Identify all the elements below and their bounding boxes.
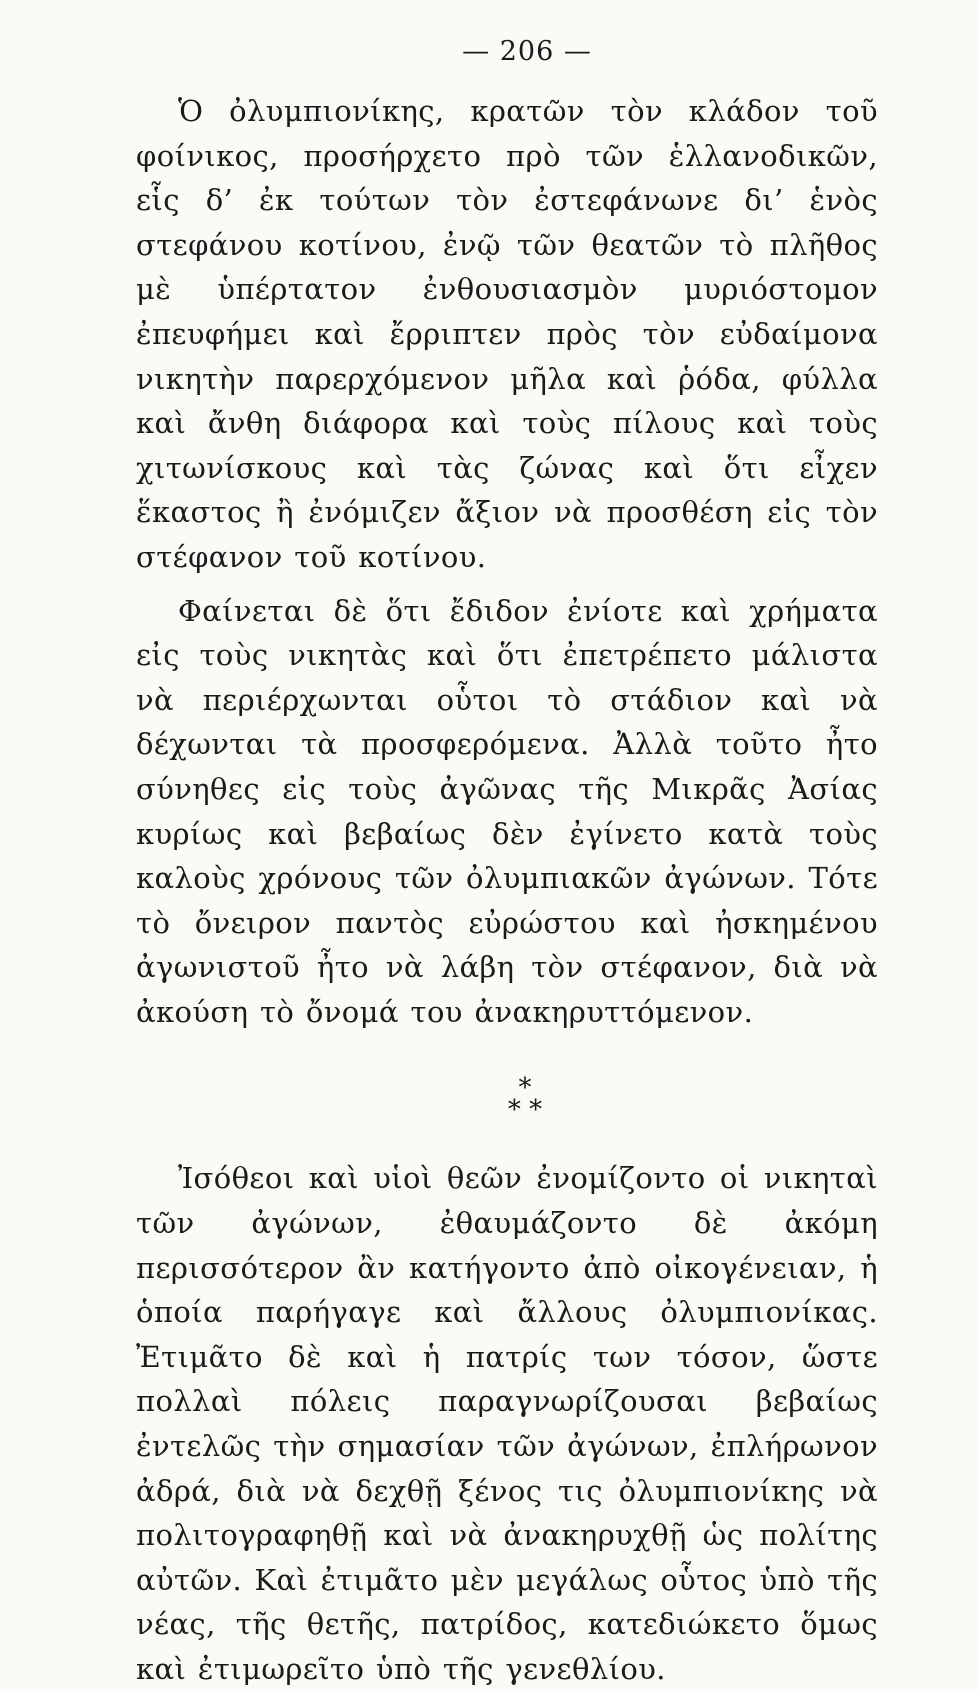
section-separator [136,1073,878,1126]
paragraph-honors: Ἰσόθεοι καὶ υἱοὶ θεῶν ἐνομίζοντο οἱ νικηταὶ τῶν ἀγώνων, ἐθαυμάζοντο δὲ ἀκόμη περισσότερον ἂν κατήγοντο ἀπὸ οἰκογένειαν, ἡ ὁποία παρήγαγε καὶ ἄλλους ὀλυμπιονίκας. Ἐτιμᾶτο δὲ καὶ ἡ πατρίς των τόσον, ὥστε πολλαὶ πόλεις παραγνωρίζουσαι βεβαίως ἐντελῶς τὴν σημασίαν τῶν ἀγώνων, ἐπλήρωνον ἀδρά, διὰ νὰ δεχθῇ ξένος τις ὀλυμπιονίκης νὰ πολιτογραφηθῇ καὶ νὰ ἀνακηρυχθῇ ὡς πολίτης αὐτῶν. Καὶ ἐτιμᾶτο μὲν μεγάλως οὗτος ὑπὸ τῆς νέας, τῆς θετῆς, πατρίδος, κατεδιώκετο ὅμως καὶ ἐτιμωρεῖτο ὑπὸ τῆς γενεθλίου. [136,1161,878,1686]
paragraph-olympionikes: Ὁ ὀλυμπιονίκης, κρατῶν τὸν κλάδον τοῦ φοίνικος, προσήρχετο πρὸ τῶν ἑλλανοδικῶν, εἷς δ’ ἐκ τούτων τὸν ἐστεφάνωνε δι’ ἑνὸς στεφάνου κοτίνου, ἐνῷ τῶν θεατῶν τὸ πλῆθος μὲ ὑπέρτατον ἐνθουσιασμὸν μυριόστομον ἐπευφήμει καὶ ἔρριπτεν πρὸς τὸν εὐδαίμονα νικητὴν παρερχόμενον μῆλα καὶ ῥόδα, φύλλα καὶ ἄνθη διάφορα καὶ τοὺς πίλους καὶ τοὺς χιτωνίσκους καὶ τὰς ζώνας καὶ ὅτι εἶχεν ἕκαστος ἢ ἐνόμιζεν ἄξιον νὰ προσθέση εἰς τὸν στέφανον τοῦ κοτίνου. [136,94,878,574]
page-number: — 206 — [462,36,592,67]
separator-bottom-stars: * * [507,1095,543,1126]
separator-top-star: * [518,1073,532,1104]
paragraph-prizes: Φαίνεται δὲ ὅτι ἔδιδον ἐνίοτε καὶ χρήματα εἰς τοὺς νικητὰς καὶ ὅτι ἐπετρέπετο μάλιστα νὰ περιέρχωνται οὗτοι τὸ στάδιον καὶ νὰ δέχωνται τὰ προσφερόμενα. Ἀλλὰ τοῦτο ἦτο σύνηθες εἰς τοὺς ἀγῶνας τῆς Μικρᾶς Ἀσίας κυρίως καὶ βεβαίως δὲν ἐγίνετο κατὰ τοὺς καλοὺς χρόνους τῶν ὀλυμπιακῶν ἀγώνων. Τότε τὸ ὄνειρον παντὸς εὐρώστου καὶ ἠσκημένου ἀγωνιστοῦ ἦτο νὰ λάβη τὸν στέφανον, διὰ νὰ ἀκούση τὸ ὄνομά του ἀνακηρυττόμενον. [136,593,878,1029]
